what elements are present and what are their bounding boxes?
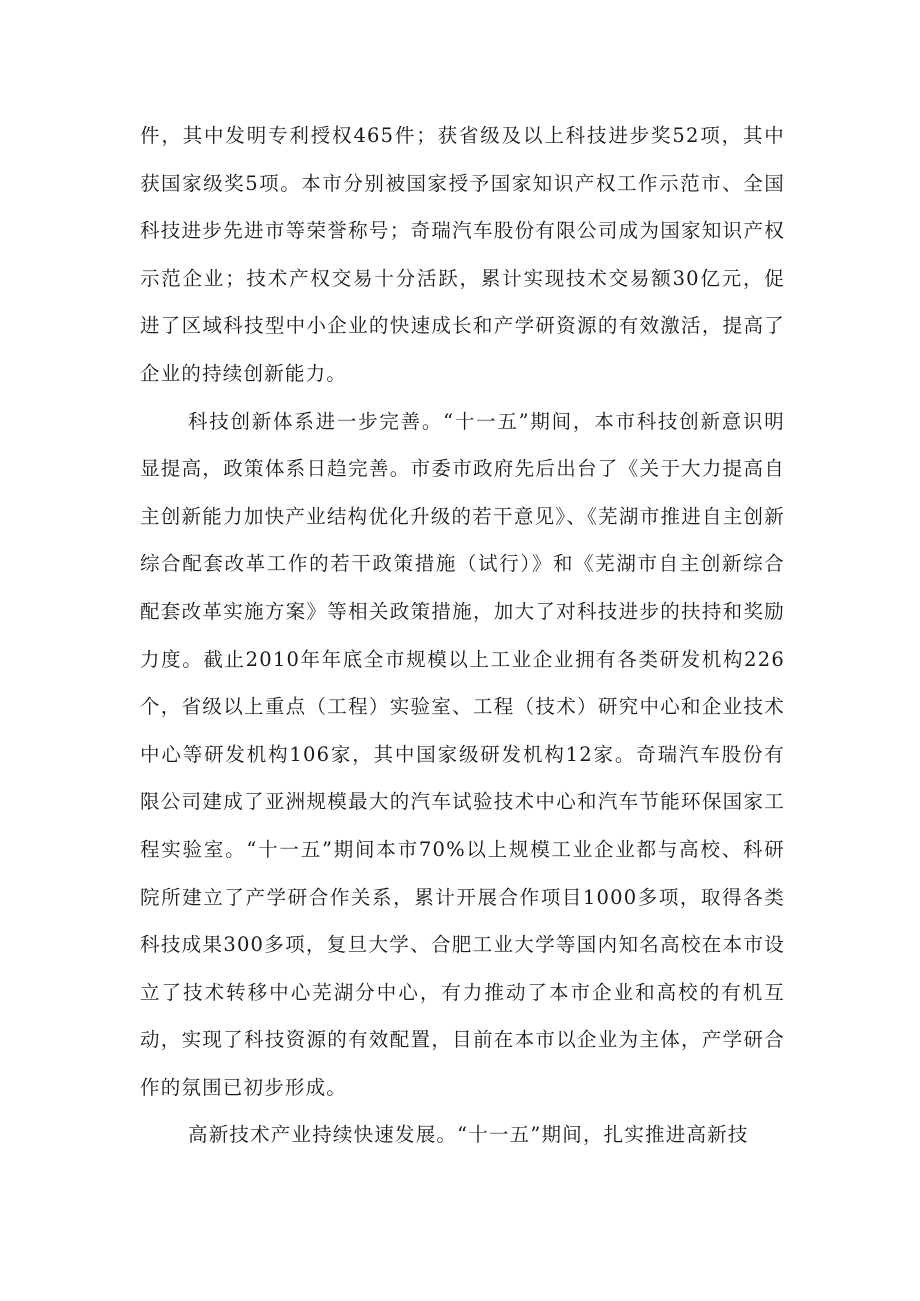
body-text xyxy=(140,112,785,1159)
paragraph-innovation-system: 科技创新体系进一步完善。“十一五”期间，本市科技创新意识明显提高，政策体系日趋完善。市委市政府先后出台了《关于大力提高自主创新能力加快产业结构优化升级的若干意见》、《芜湖市推进自主创新综合配套改革工作的若干政策措施（试行）》和《芜湖市自主创新综合配套改革实施方案》等相关政策措施，加大了对科技进步的扶持和奖励力度。截止2010年年底全市规模以上工业企业拥有各类研发机构226个，省级以上重点（工程）实验室、工程（技术）研究中心和企业技术中心等研发机构106家，其中国家级研发机构12家。奇瑞汽车股份有限公司建成了亚洲规模最大的汽车试验技术中心和汽车节能环保国家工程实验室。“十一五”期间本市70%以上规模工业企业都与高校、科研院所建立了产学研合作关系，累计开展合作项目1000多项，取得各类科技成果300多项，复旦大学、合肥工业大学等国内知名高校在本市设立了技术转移中心芜湖分中心，有力推动了本市企业和高校的有机互动，实现了科技资源的有效配置，目前在本市以企业为主体，产学研合作的氛围已初步形成。 xyxy=(140,409,785,1099)
paragraph-continued: 件，其中发明专利授权465件；获省级及以上科技进步奖52项，其中获国家级奖5项。本市分别被国家授予国家知识产权工作示范市、全国科技进步先进市等荣誉称号；奇瑞汽车股份有限公司成为国家知识产权示范企业；技术产权交易十分活跃，累计实现技术交易额30亿元，促进了区域科技型中小企业的快速成长和产学研资源的有效激活，提高了企业的持续创新能力。 xyxy=(140,124,785,385)
paragraph-hightech-industry: 高新技术产业持续快速发展。“十一五”期间，扎实推进高新技 xyxy=(188,1123,749,1147)
